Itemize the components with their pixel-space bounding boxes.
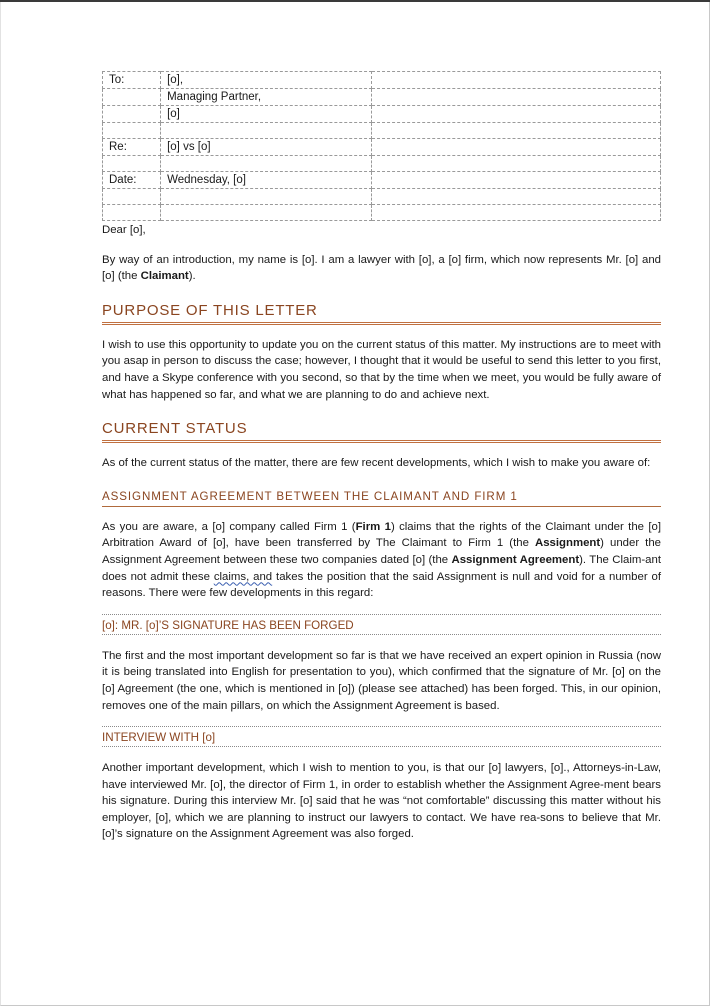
page-content <box>102 71 661 843</box>
purpose-paragraph: I wish to use this opportunity to update you on the current status of this matter. My instructions are to meet with you asap in person to discuss the case; however, I thought that it would be useful to send this letter to you first, and have a Skype conference with you second, so that by the time when we meet, you would be fully aware of what has happened so far, and what we are planning to do and achieve next. <box>102 338 661 401</box>
assignment-paragraph: As you are aware, a [o] company called Firm 1 (Firm 1) claims that the rights of the Claimant under the [o] Arbitration Award of [o], have been transferred by The Claimant to Firm 1 (the Assignment) under the Assignment Agreement between these two companies dated [o] (the Assignment Agreement). The Claim-ant does not admit these claims, and takes the position that the said Assignment is null and void for a number of reasons. There were few developments in this regard: <box>102 520 662 600</box>
forged-paragraph: The first and the most important development so far is that we have received an expert opinion in Russia (now it is being translated into English for presentation to you), which confirmed that the signature of Mr. [o] on the [o] Agreement (the one, which is mentioned in [o]) (please see attached) has been forged. This, in our opinion, removes one of the main pillars, on which the Assignment Agreement is based. <box>102 649 661 712</box>
section-heading-current-status: CURRENT STATUS <box>102 420 661 443</box>
section-heading-assignment: ASSIGNMENT AGREEMENT BETWEEN THE CLAIMANT AND FIRM 1 <box>102 490 661 507</box>
firm1-term: Firm 1 <box>355 520 391 533</box>
date-value: Wednesday, [o] <box>161 172 372 189</box>
table-row <box>103 106 661 123</box>
to-line-3: [o] <box>161 106 372 123</box>
to-label: To: <box>103 72 161 89</box>
assignment-agreement-term: Assignment Agreement <box>451 553 580 566</box>
to-line-2: Managing Partner, <box>161 89 372 106</box>
to-line-1: [o], <box>161 72 372 89</box>
interview-paragraph: Another important development, which I wish to mention to you, is that our [o] lawyers, [o]., Attorneys-in-Law, have interviewed Mr. [o], the director of Firm 1, in order to establish whether the Assignment Agree-ment bears his signature. During this interview Mr. [o] said that he was “not comfortable” discussing this matter without his employer, [o], which we are planning to instruct our lawyers to contact. We have rea-sons to believe that Mr. [o]’s signature on the Assignment Agreement was also forged. <box>102 762 661 841</box>
salutation: Dear [o], <box>102 224 146 236</box>
section-heading-interview: INTERVIEW WITH [o] <box>102 726 661 747</box>
document-page <box>0 2 710 1006</box>
intro-paragraph: By way of an introduction, my name is [o]. I am a lawyer with [o], a [o] firm, which now represents Mr. [o] and [o] (the Claimant). <box>102 253 661 283</box>
section-heading-purpose: PURPOSE OF THIS LETTER <box>102 302 661 325</box>
table-row <box>103 172 661 189</box>
memo-header-table <box>102 71 661 221</box>
current-status-paragraph: As of the current status of the matter, there are few recent developments, which I wish to make you aware of: <box>102 457 651 470</box>
table-row <box>103 189 661 205</box>
re-value: [o] vs [o] <box>161 139 372 156</box>
section-heading-forged-signature: [o]: MR. [o]’S SIGNATURE HAS BEEN FORGED <box>102 614 661 635</box>
table-row <box>103 72 661 89</box>
table-row <box>103 139 661 156</box>
table-row <box>103 123 661 139</box>
table-row <box>103 89 661 106</box>
re-label: Re: <box>103 139 161 156</box>
date-label: Date: <box>103 172 161 189</box>
table-row <box>103 205 661 221</box>
table-row <box>103 156 661 172</box>
assignment-term: Assignment <box>534 537 601 550</box>
claimant-term: Claimant <box>140 270 189 283</box>
grammar-squiggle[interactable]: claims, and <box>213 570 273 583</box>
